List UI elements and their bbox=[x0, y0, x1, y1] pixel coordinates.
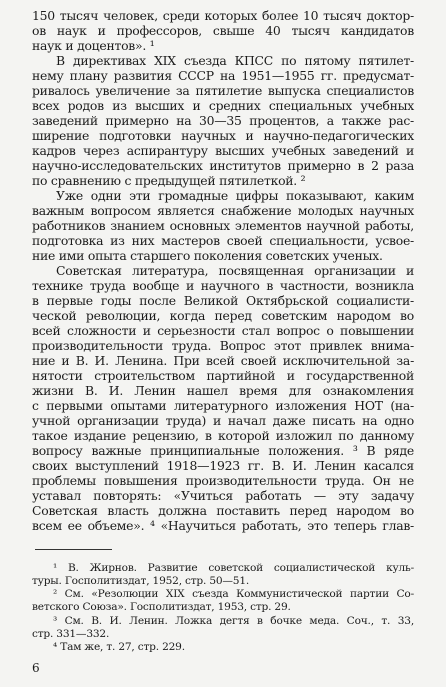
footnote-separator bbox=[35, 549, 112, 550]
footnote-line: ² См. «Резолюции XIX съезда Коммунистической партии Со- bbox=[53, 588, 414, 600]
text-line: подготовка из них мастеров своей специальности, усвое- bbox=[32, 233, 414, 248]
text-line: 150 тысяч человек, среди которых более 10 тысяч доктор- bbox=[32, 8, 414, 23]
text-line: всей сложности и серьезности стал вопрос о повышении bbox=[32, 323, 414, 338]
text-line: ривалось увеличение за пятилетие выпуска специалистов bbox=[32, 83, 414, 98]
text-line: жизни В. И. Ленин нашел время для ознакомления bbox=[32, 383, 414, 398]
text-line: нему плану развития СССР на 1951—1955 гг. предусмат- bbox=[32, 68, 414, 83]
text-line: с первыми опытами литературного изложения НОТ (на- bbox=[32, 398, 414, 413]
text-line: Советская литература, посвященная организации и bbox=[56, 263, 414, 278]
footnote-line: туры. Госполитиздат, 1952, стр. 50—51. bbox=[32, 575, 250, 587]
text-line: производительности труда. Вопрос этот привлек внима- bbox=[32, 338, 414, 353]
footnote-line: ¹ В. Жирнов. Развитие советской социалистической куль- bbox=[53, 562, 414, 574]
text-line: ние и В. И. Ленина. При всей своей исключительной за- bbox=[32, 353, 414, 368]
text-line: ческой революции, когда перед советским народом во bbox=[32, 308, 414, 323]
text-line: по сравнению с предыдущей пятилеткой. ² bbox=[32, 173, 306, 188]
text-line: в первые годы после Великой Октябрьской социалисти- bbox=[32, 293, 414, 308]
footnote-line: стр. 331—332. bbox=[32, 628, 110, 640]
page-number: 6 bbox=[32, 661, 40, 675]
text-line: всех родов из высших и средних специальных учебных bbox=[32, 98, 414, 113]
footnote-line: ⁴ Там же, т. 27, стр. 229. bbox=[53, 641, 185, 653]
text-line: важным вопросом является снабжение молодых научных bbox=[32, 203, 414, 218]
text-line: проблемы повышения производительности труда. Он не bbox=[32, 473, 414, 488]
text-line: кадров через аспирантуру высших учебных заведений и bbox=[32, 143, 414, 158]
text-line: ов наук и профессоров, свыше 40 тысяч кандидатов bbox=[32, 23, 414, 38]
text-line: Советская власть должна поставить перед народом во bbox=[32, 503, 414, 518]
text-line: своих выступлений 1918—1923 гг. В. И. Ленин касался bbox=[32, 458, 414, 473]
text-line: работников знанием основных элементов научной работы, bbox=[32, 218, 414, 233]
text-line: всем ее объеме». ⁴ «Научиться работать, это теперь глав- bbox=[32, 518, 414, 533]
footnote-line: ³ См. В. И. Ленин. Ложка дегтя в бочке меда. Соч., т. 33, bbox=[53, 615, 414, 627]
text-line: нятости строительством партийной и государственной bbox=[32, 368, 414, 383]
text-line: учной организации труда) и начал даже писать на одно bbox=[32, 413, 414, 428]
text-line: В директивах XIX съезда КПСС по пятому пятилет- bbox=[56, 53, 414, 68]
text-line: наук и доцентов». ¹ bbox=[32, 38, 155, 53]
text-line: вопросу важные принципиальные положения. ³ В ряде bbox=[32, 443, 414, 458]
text-line: такое издание рецензию, в которой изложил по данному bbox=[32, 428, 414, 443]
text-line: ние ими опыта старшего поколения советских ученых. bbox=[32, 248, 383, 263]
text-line: научно-исследовательских институтов примерно в 2 раза bbox=[32, 158, 414, 173]
text-line: уставал повторять: «Учиться работать — эту задачу bbox=[32, 488, 414, 503]
text-line: заведений примерно на 30—35 процентов, а также рас- bbox=[32, 113, 414, 128]
footnote-line: ветского Союза». Госполитиздат, 1953, стр. 29. bbox=[32, 601, 291, 613]
text-line: Уже одни эти громадные цифры показывают, каким bbox=[56, 188, 414, 203]
text-line: ширение подготовки научных и научно-педагогических bbox=[32, 128, 414, 143]
text-line: технике труда вообще и научного в частности, возникла bbox=[32, 278, 414, 293]
